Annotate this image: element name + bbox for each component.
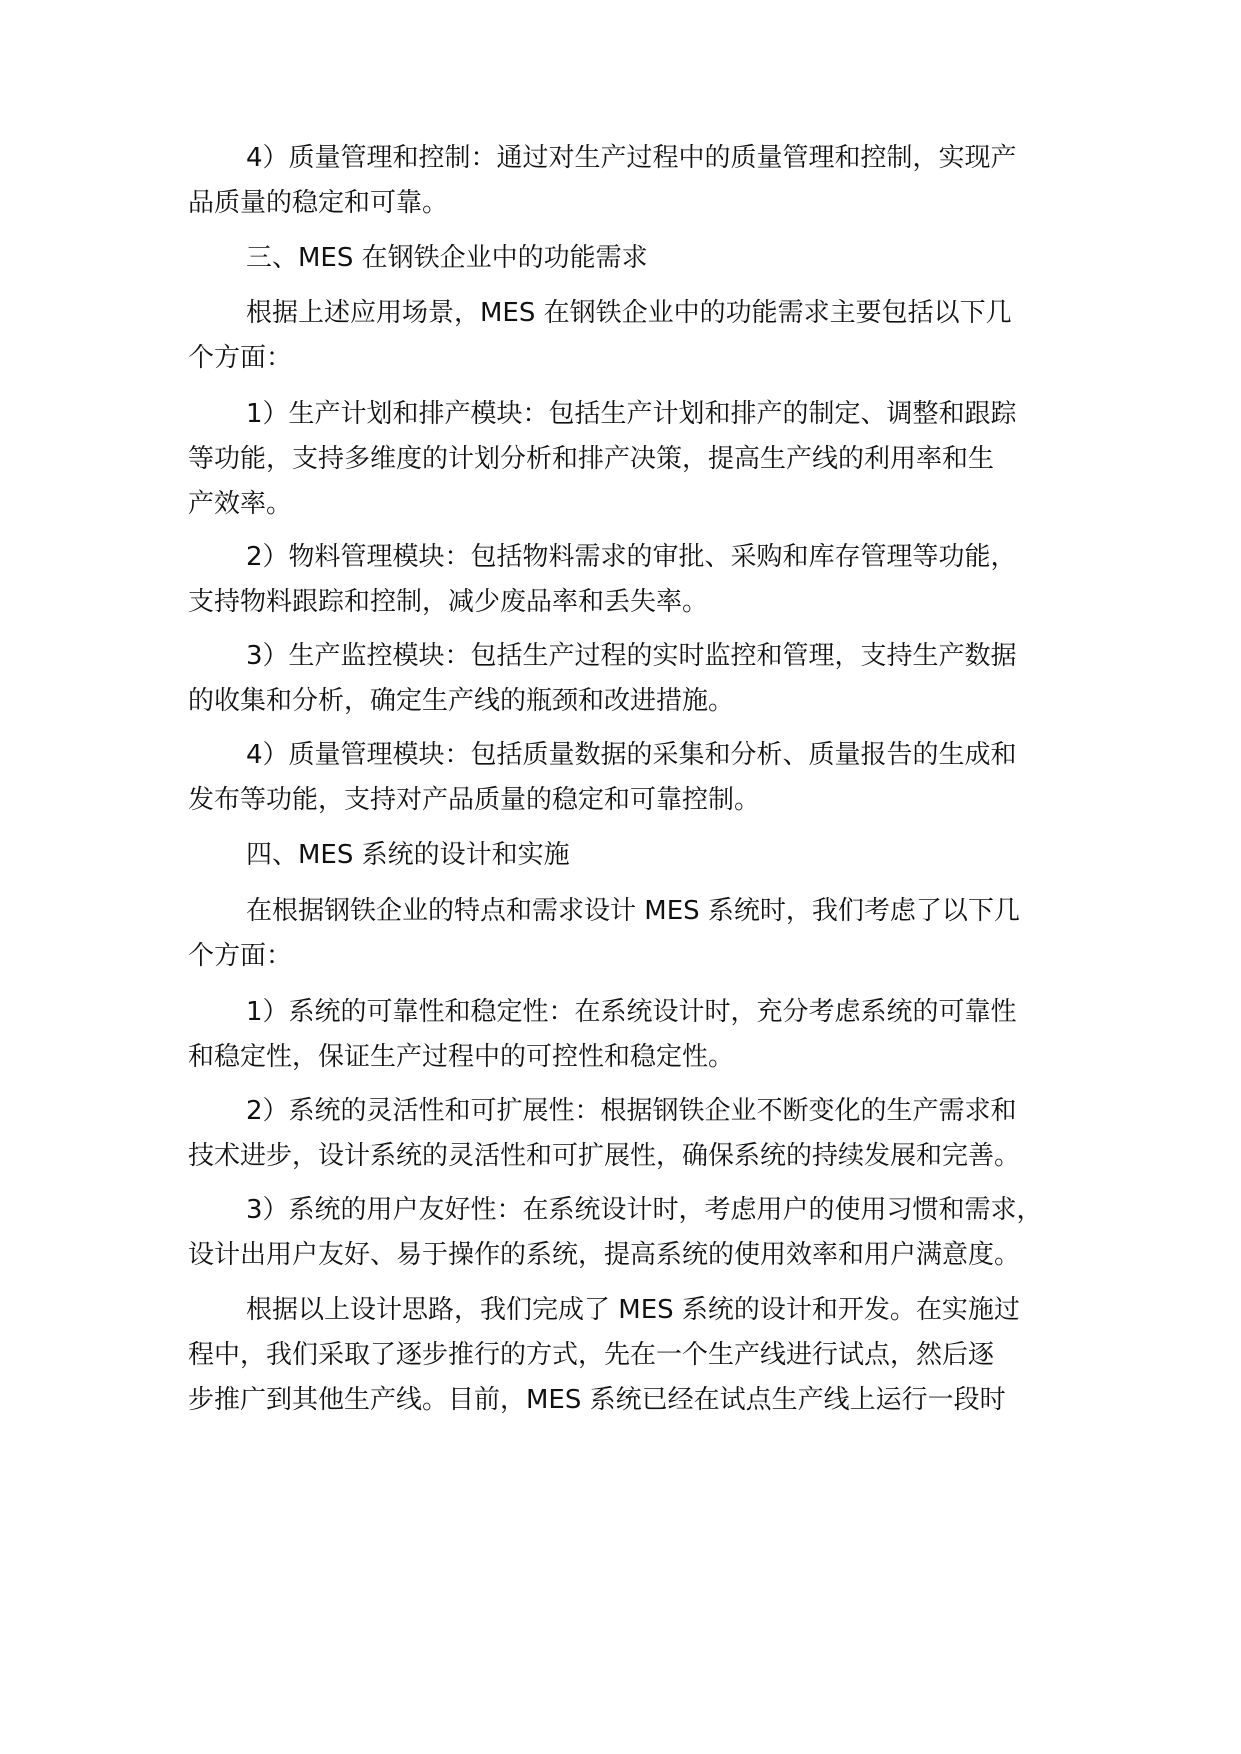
section-heading: 四、MES 系统的设计和实施 xyxy=(246,840,570,870)
paragraph-line: 2）系统的灵活性和可扩展性：根据钢铁企业不断变化的生产需求和 xyxy=(246,1096,1017,1126)
paragraph-flexibility xyxy=(188,1089,1068,1179)
paragraph-line: 1）生产计划和排产模块：包括生产计划和排产的制定、调整和跟踪 xyxy=(246,399,1017,429)
section-heading-functional-requirements xyxy=(188,236,1068,281)
paragraph-material-module xyxy=(188,535,1068,625)
paragraph-line: 设计出用户友好、易于操作的系统，提高系统的使用效率和用户满意度。 xyxy=(188,1240,1021,1270)
paragraph-quality-control xyxy=(188,136,1068,226)
paragraph-line: 在根据钢铁企业的特点和需求设计 MES 系统时，我们考虑了以下几 xyxy=(246,896,1020,926)
paragraph-design-intro xyxy=(188,889,1068,979)
paragraph-line: 产效率。 xyxy=(188,489,293,519)
paragraph-line: 4）质量管理和控制：通过对生产过程中的质量管理和控制，实现产 xyxy=(246,143,1017,173)
paragraph-line: 的收集和分析，确定生产线的瓶颈和改进措施。 xyxy=(188,686,735,716)
paragraph-line: 步推广到其他生产线。目前，MES 系统已经在试点生产线上运行一段时 xyxy=(188,1385,1006,1415)
paragraph-line: 1）系统的可靠性和稳定性：在系统设计时，充分考虑系统的可靠性 xyxy=(246,997,1017,1027)
paragraph-line: 品质量的稳定和可靠。 xyxy=(188,188,449,218)
paragraph-line: 程中，我们采取了逐步推行的方式，先在一个生产线进行试点，然后逐 xyxy=(188,1340,995,1370)
paragraph-line: 根据上述应用场景，MES 在钢铁企业中的功能需求主要包括以下几 xyxy=(246,298,1012,328)
paragraph-line: 3）生产监控模块：包括生产过程的实时监控和管理，支持生产数据 xyxy=(246,641,1017,671)
paragraph-line: 2）物料管理模块：包括物料需求的审批、采购和库存管理等功能， xyxy=(246,542,1017,572)
paragraph-line: 个方面： xyxy=(188,343,293,373)
paragraph-requirements-intro xyxy=(188,291,1068,381)
paragraph-reliability xyxy=(188,990,1068,1080)
section-heading-design-implementation xyxy=(188,833,1068,878)
paragraph-line: 和稳定性，保证生产过程中的可控性和稳定性。 xyxy=(188,1042,735,1072)
paragraph-line: 支持物料跟踪和控制，减少废品率和丢失率。 xyxy=(188,587,709,617)
paragraph-quality-module xyxy=(188,733,1068,823)
paragraph-usability xyxy=(188,1188,1068,1278)
paragraph-planning-module xyxy=(188,392,1068,527)
paragraph-line: 4）质量管理模块：包括质量数据的采集和分析、质量报告的生成和 xyxy=(246,740,1017,770)
paragraph-monitoring-module xyxy=(188,634,1068,724)
paragraph-line: 根据以上设计思路，我们完成了 MES 系统的设计和开发。在实施过 xyxy=(246,1295,1020,1325)
paragraph-implementation xyxy=(188,1288,1068,1423)
section-heading: 三、MES 在钢铁企业中的功能需求 xyxy=(246,243,648,273)
paragraph-line: 发布等功能，支持对产品质量的稳定和可靠控制。 xyxy=(188,785,761,815)
paragraph-line: 3）系统的用户友好性：在系统设计时，考虑用户的使用习惯和需求， xyxy=(246,1195,1043,1225)
paragraph-line: 个方面： xyxy=(188,941,293,971)
paragraph-line: 技术进步，设计系统的灵活性和可扩展性，确保系统的持续发展和完善。 xyxy=(188,1141,1021,1171)
paragraph-line: 等功能，支持多维度的计划分析和排产决策，提高生产线的利用率和生 xyxy=(188,444,995,474)
